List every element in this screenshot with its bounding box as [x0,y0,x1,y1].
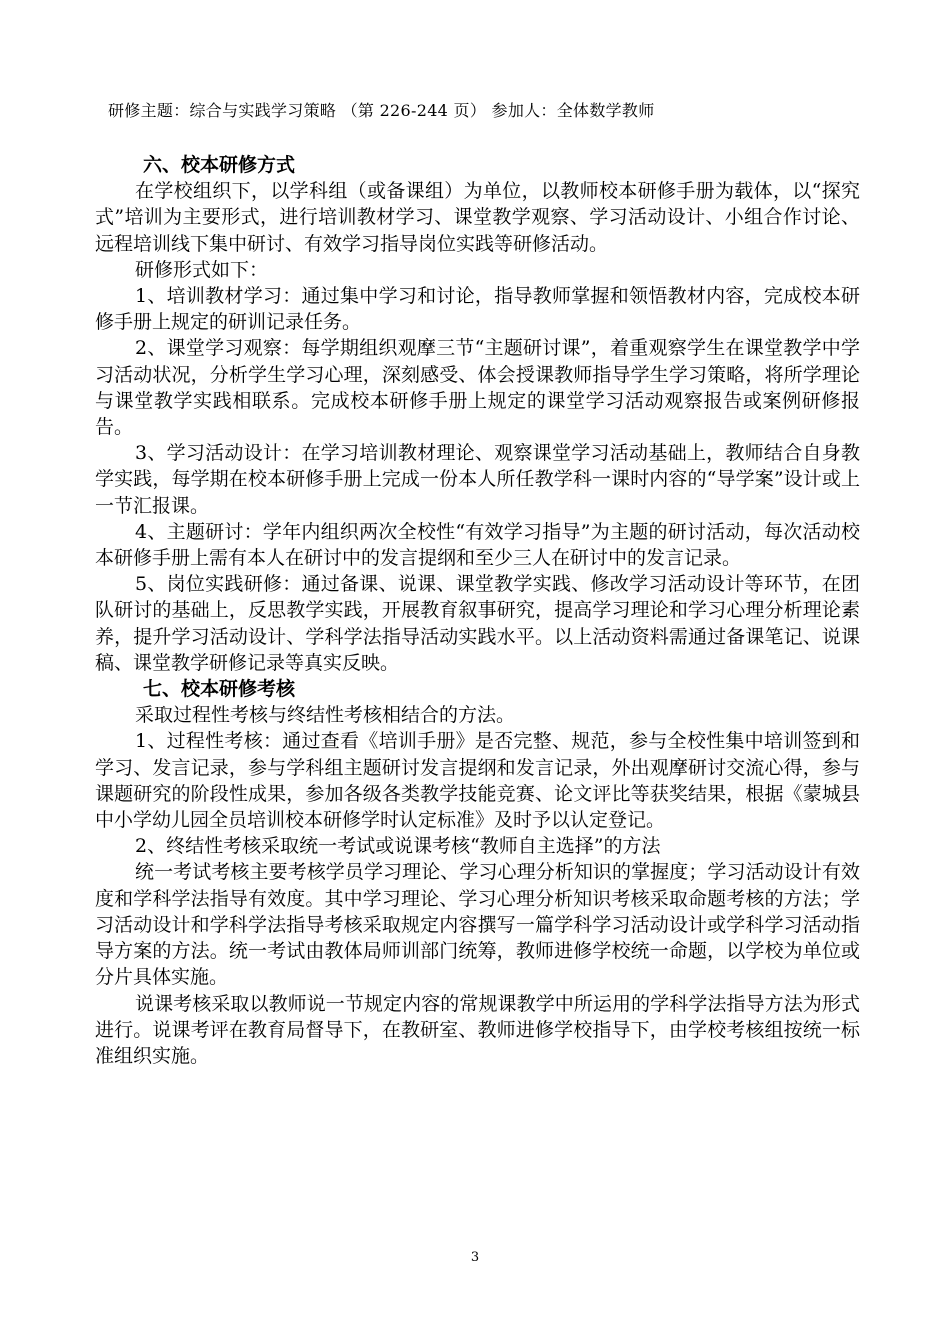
paragraph: 4、主题研讨：学年内组织两次全校性“有效学习指导”为主题的研讨活动，每次活动校本研修手册上需有本人在研讨中的发言提纲和至少三人在研讨中的发言记录。 [95,520,860,570]
paragraph: 3、学习活动设计：在学习培训教材理论、观察课堂学习活动基础上，教师结合自身教学实践，每学期在校本研修手册上完成一份本人所任教学科一课时内容的“导学案”设计或上一节汇报课。 [95,442,860,517]
section-heading-7: 七、校本研修考核 [143,678,296,701]
paragraph: 在学校组织下，以学科组（或备课组）为单位，以教师校本研修手册为载体，以“探究式”培训为主要形式，进行培训教材学习、课堂教学观察、学习活动设计、小组合作讨论、远程培训线下集中研讨、有效学习指导岗位实践等研修活动。 [95,180,860,255]
page-number: 3 [470,1250,480,1265]
paragraph: 采取过程性考核与终结性考核相结合的方法。 [135,704,516,727]
document-body [95,152,860,1069]
paragraph: 说课考核采取以教师说一节规定内容的常规课教学中所运用的学科学法指导方法为形式进行。说课考评在教育局督导下，在教研室、教师进修学校指导下，由学校考核组按统一标准组织实施。 [95,992,860,1067]
research-topic-line: 研修主题：综合与实践学习策略 （第 226-244 页） 参加人：全体数学教师 [108,101,655,120]
paragraph: 5、岗位实践研修：通过备课、说课、课堂教学实践、修改学习活动设计等环节，在团队研讨的基础上，反思教学实践，开展教育叙事研究，提高学习理论和学习心理分析理论素养，提升学习活动设计、学科学法指导活动实践水平。以上活动资料需通过备课笔记、说课稿、课堂教学研修记录等真实反映。 [95,573,860,674]
paragraph: 1、培训教材学习：通过集中学习和讨论，指导教师掌握和领悟教材内容，完成校本研修手册上规定的研训记录任务。 [95,285,860,334]
section-heading-6: 六、校本研修方式 [143,154,296,176]
paragraph: 统一考试考核主要考核学员学习理论、学习心理分析知识的掌握度；学习活动设计有效度和学科学法指导有效度。其中学习理论、学习心理分析知识考核采取命题考核的方法；学习活动设计和学科学法指导考核采取规定内容撰写一篇学科学习活动设计或学科学习活动指导方案的方法。统一考试由教体局师训部门统筹，教师进修学校统一命题，以学校为单位或分片具体实施。 [95,861,860,989]
paragraph: 2、终结性考核采取统一考试或说课考核“教师自主选择”的方法 [135,835,661,858]
paragraph: 2、课堂学习观察：每学期组织观摩三节“主题研讨课”，着重观察学生在课堂教学中学习活动状况，分析学生学习心理，深刻感受、体会授课教师指导学生学习策略，将所学理论与课堂教学实践相联系。完成校本研修手册上规定的课堂学习活动观察报告或案例研修报告。 [95,337,860,439]
paragraph: 研修形式如下： [135,258,269,281]
paragraph: 1、过程性考核：通过查看《培训手册》是否完整、规范，参与全校性集中培训签到和学习、发言记录，参与学科组主题研讨发言提纲和发言记录，外出观摩研讨交流心得，参与课题研究的阶段性成果，参加各级各类教学技能竞赛、论文评比等获奖结果，根据《蒙城县中小学幼儿园全员培训校本研修学时认定标准》及时予以认定登记。 [95,730,860,832]
